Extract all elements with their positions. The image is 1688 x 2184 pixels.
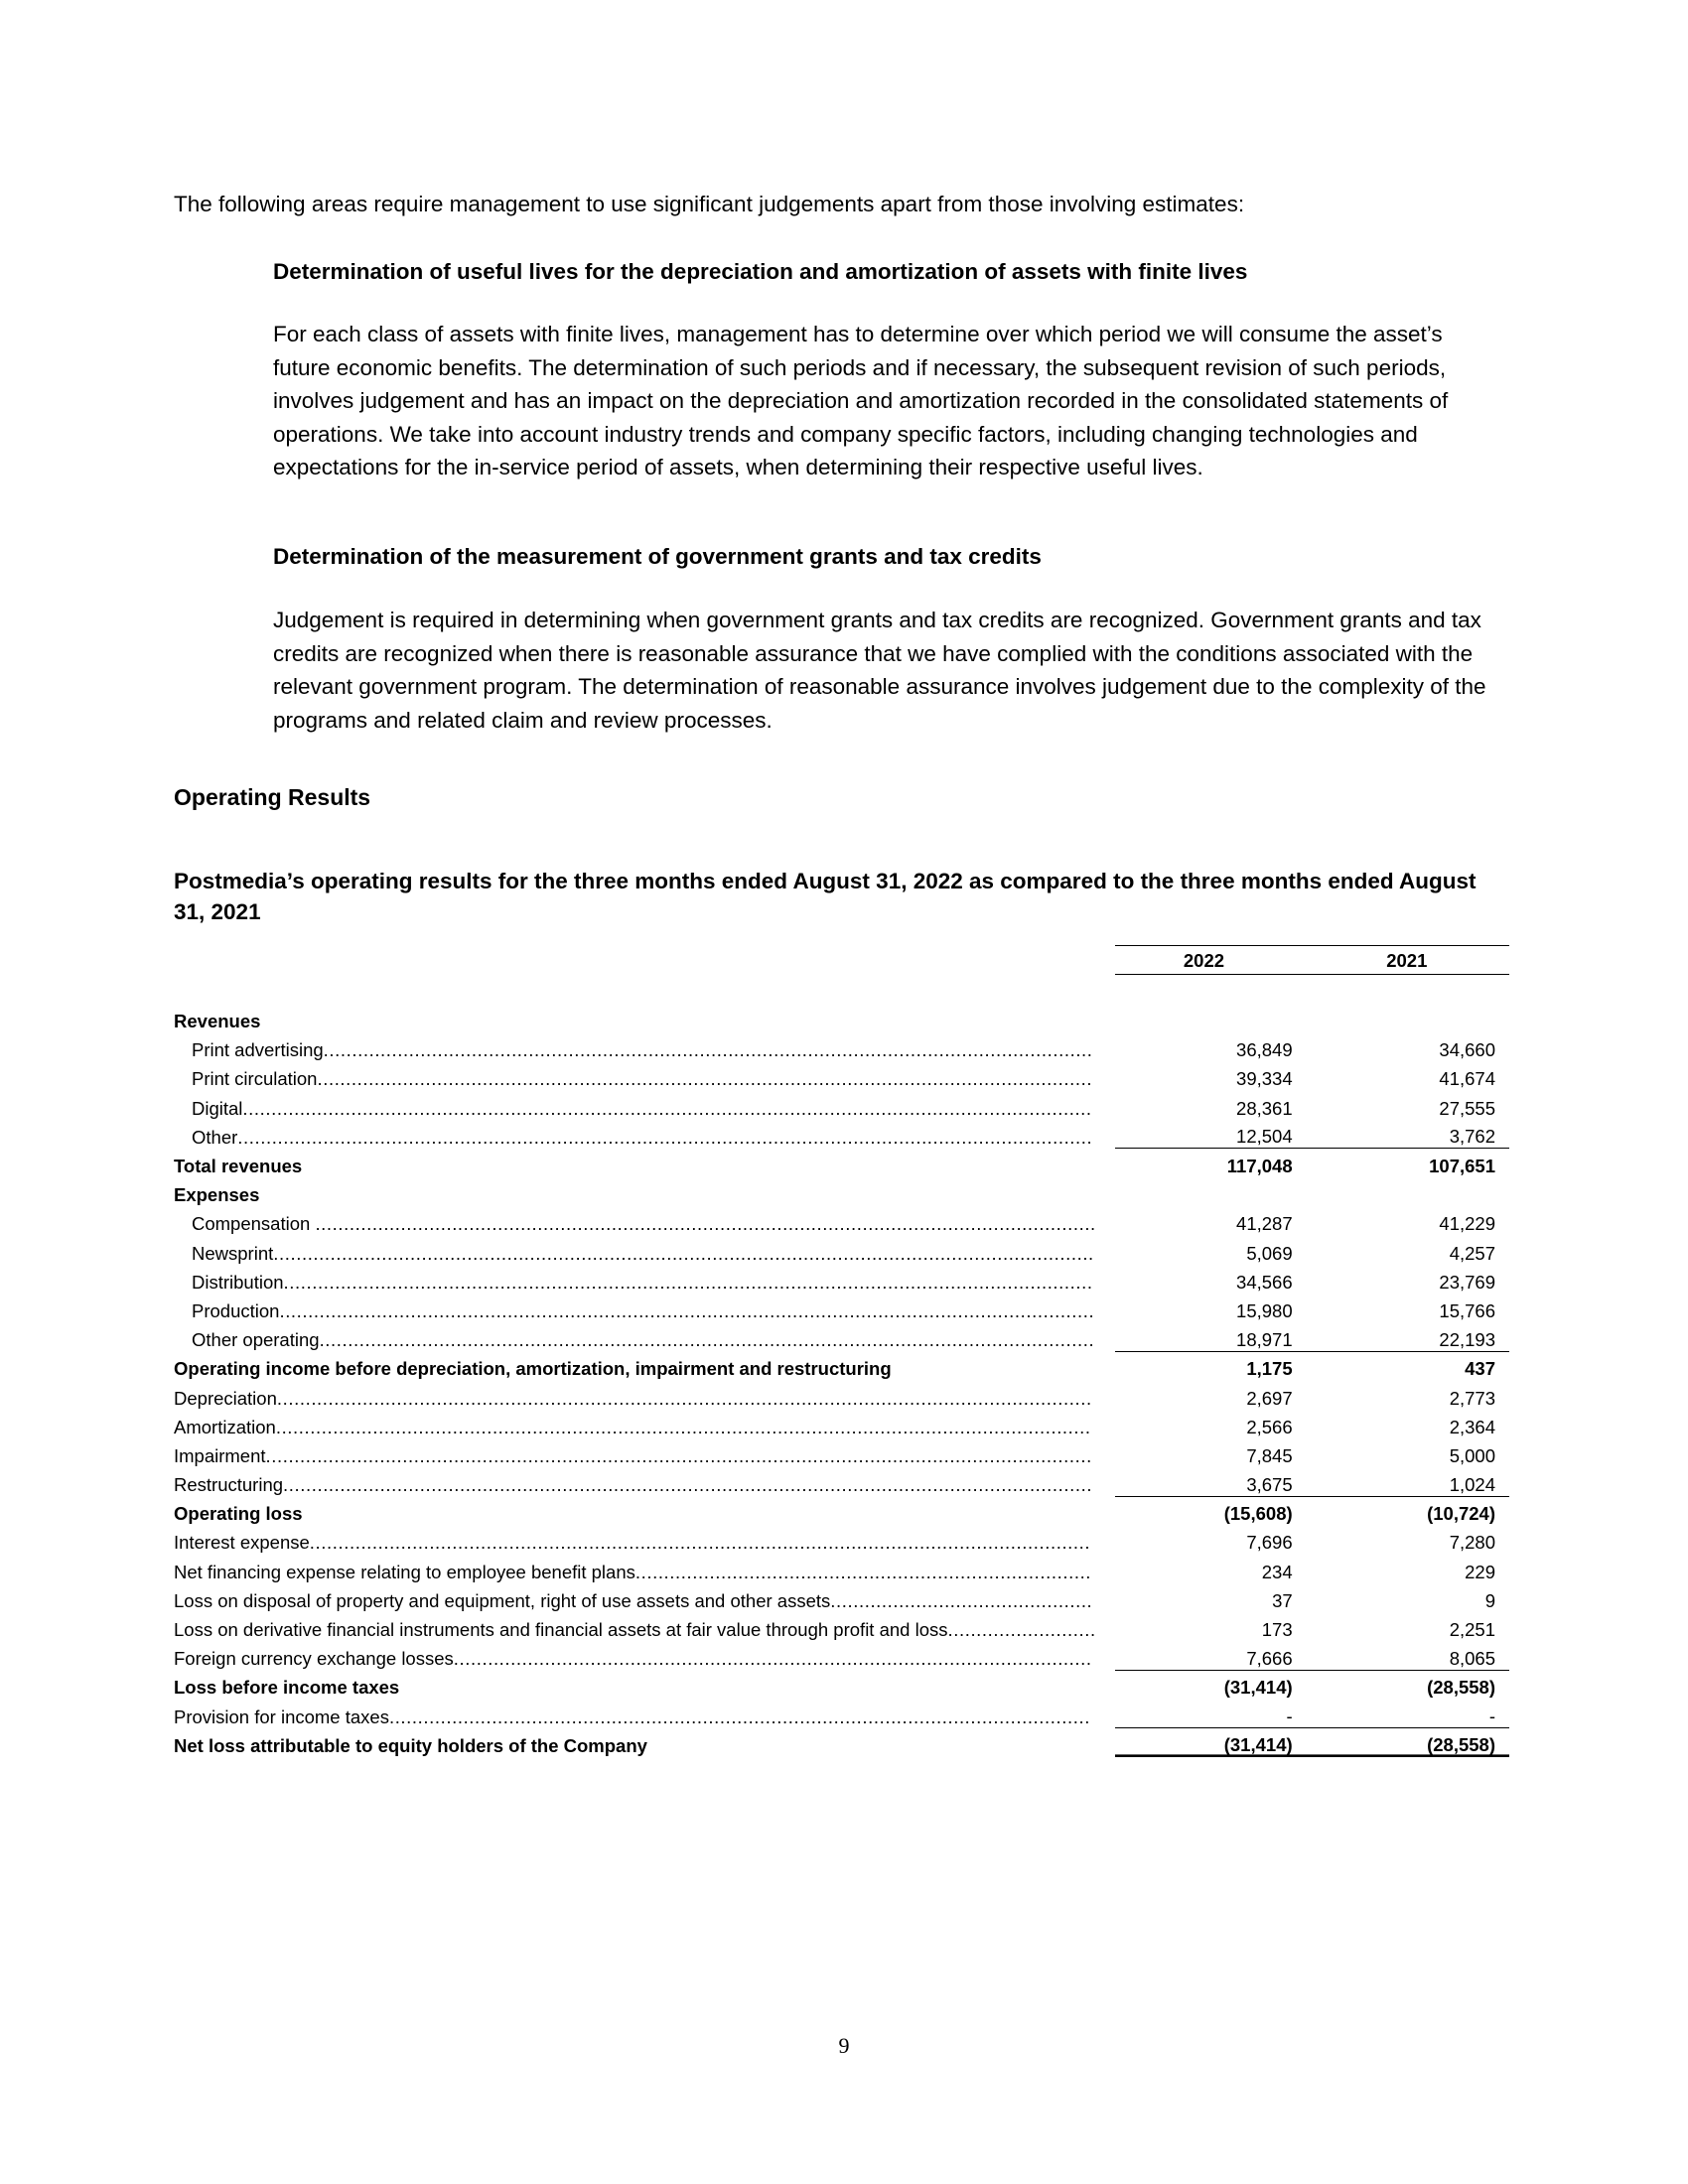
value-2021: 3,762 (1449, 1126, 1495, 1148)
value-2022: 234 (1261, 1561, 1293, 1582)
row-label-text: Production (192, 1299, 280, 1321)
row-label (174, 1032, 1115, 1061)
row-label-text: Total revenues (174, 1156, 303, 1176)
row-label-text: Loss before income taxes (174, 1677, 400, 1699)
row-label-text: Impairment (174, 1444, 266, 1466)
value-2022: 12,504 (1236, 1126, 1293, 1148)
table-row (174, 1380, 1509, 1409)
value-2021: 7,280 (1449, 1532, 1495, 1554)
value-2021: 27,555 (1439, 1097, 1495, 1119)
leader-dots: ............................................................................................................................................... (275, 1416, 1091, 1437)
table-row (174, 1612, 1509, 1641)
value-2021: (28,558) (1319, 1728, 1509, 1757)
leader-dots: .......................... (947, 1619, 1096, 1640)
table-row (174, 1410, 1509, 1438)
row-label (174, 1206, 1115, 1235)
leader-dots: ................................................................................ (634, 1561, 1092, 1582)
paragraph-text: Judgement is required in determining when government grants and tax credits are recognized. Government grants and tax credits are recognized when there is reasonable assurance that we have complied with the conditions associated with the relevant government program. The determination of reasonable assurance involves judgement due to the complexity of the programs and related claim and review processes. (273, 608, 1486, 733)
row-label (174, 1641, 1115, 1670)
row-label (174, 1061, 1115, 1090)
table-row (174, 1120, 1509, 1149)
section-heading-operating-results: Operating Results (174, 784, 371, 810)
row-label-text: Compensation (192, 1213, 316, 1235)
leader-dots: ........................................................................................................................... (388, 1706, 1090, 1727)
row-label (174, 1235, 1115, 1264)
row-label-text: Newsprint (192, 1242, 274, 1264)
leader-dots: ................................................................................................................................................ (273, 1242, 1094, 1264)
leader-dots: ....................................................................................................................................... (323, 1039, 1093, 1061)
value-2021: 34,660 (1439, 1039, 1495, 1061)
value-2021: 107,651 (1319, 1149, 1509, 1177)
value-2022: 15,980 (1236, 1299, 1293, 1321)
leader-dots: ..................................................................................................................................................... (242, 1097, 1092, 1119)
subsection-body-useful-lives (273, 318, 1504, 484)
leader-dots: ........................................................................................................................................ (317, 1068, 1093, 1090)
value-2021 (1319, 1004, 1509, 1032)
intro-paragraph: The following areas require management to use significant judgements apart from those involving estimates: (174, 192, 1245, 216)
leader-dots: ............................................................................................................................................... (276, 1387, 1092, 1409)
table-header-row (174, 946, 1509, 975)
row-label (174, 1496, 1115, 1525)
value-2021: 1,024 (1449, 1473, 1495, 1495)
row-label (174, 1728, 1115, 1757)
table-row (174, 1699, 1509, 1727)
row-label-text: Digital (192, 1097, 243, 1119)
row-label-text: Loss on derivative financial instruments and financial assets at fair value through profit and loss (174, 1619, 948, 1640)
table-row (174, 1032, 1509, 1061)
value-2022: 36,849 (1236, 1039, 1293, 1061)
table-row (174, 1728, 1509, 1757)
row-label-text: Print advertising (192, 1039, 324, 1061)
table-row (174, 1641, 1509, 1670)
table-row (174, 1235, 1509, 1264)
value-2022: 7,845 (1246, 1444, 1293, 1466)
row-label (174, 1120, 1115, 1149)
table-row (174, 1061, 1509, 1090)
table-row (174, 1525, 1509, 1554)
table-row (174, 1090, 1509, 1119)
leader-dots: ........................................................................................................................................ (319, 1329, 1095, 1351)
table-row (174, 1496, 1509, 1525)
value-2021: 41,229 (1439, 1213, 1495, 1235)
table-title: Postmedia’s operating results for the three months ended August 31, 2022 as compared to the three months ended August 31, 2021 (174, 869, 1477, 924)
row-label (174, 1438, 1115, 1467)
value-2022: 28,361 (1236, 1097, 1293, 1119)
table-row (174, 1265, 1509, 1294)
row-label (174, 1554, 1115, 1582)
column-header-2021: 2021 (1319, 946, 1509, 975)
value-2022 (1115, 1004, 1318, 1032)
value-2021 (1319, 1177, 1509, 1206)
leader-dots: .............................................................................................................................................. (283, 1474, 1093, 1496)
value-2022: 39,334 (1236, 1068, 1293, 1090)
table-header-label-cell (174, 946, 1115, 975)
row-label (174, 1583, 1115, 1612)
table-row (174, 1467, 1509, 1496)
value-2022: 41,287 (1236, 1213, 1293, 1235)
value-2022: 7,696 (1246, 1532, 1293, 1554)
value-2021: 9 (1484, 1589, 1495, 1611)
subsection-body-government-grants (273, 604, 1504, 737)
row-label-text: Operating income before depreciation, amortization, impairment and restructuring (174, 1358, 892, 1380)
value-2021: 5,000 (1449, 1444, 1495, 1466)
table-row (174, 1351, 1509, 1380)
table-row (174, 1004, 1509, 1032)
row-label (174, 1265, 1115, 1294)
value-2022: 2,566 (1246, 1416, 1293, 1437)
value-2022: 37 (1272, 1589, 1293, 1611)
value-2021: 8,065 (1449, 1647, 1495, 1669)
row-label-text: Interest expense (174, 1532, 310, 1554)
row-label (174, 1322, 1115, 1351)
row-label-text: Depreciation (174, 1387, 277, 1409)
value-2021: 41,674 (1439, 1068, 1495, 1090)
value-2022: - (1286, 1706, 1293, 1727)
row-label-text: Revenues (174, 1011, 261, 1032)
row-label (174, 1467, 1115, 1496)
row-label (174, 1612, 1115, 1641)
row-label-text: Provision for income taxes (174, 1706, 389, 1727)
value-2021: 2,251 (1449, 1619, 1495, 1640)
leader-dots: ...................................................................................................................................................... (237, 1126, 1093, 1148)
value-2021: (10,724) (1319, 1496, 1509, 1525)
value-2021: (28,558) (1319, 1670, 1509, 1699)
value-2021: 22,193 (1439, 1328, 1495, 1350)
value-2021: - (1488, 1706, 1495, 1727)
value-2022: 1,175 (1115, 1351, 1318, 1380)
value-2022: (31,414) (1115, 1728, 1318, 1757)
row-label-text: Expenses (174, 1184, 260, 1206)
column-header-2022: 2022 (1115, 946, 1318, 975)
operating-results-table (174, 945, 1509, 1757)
row-label (174, 1149, 1115, 1177)
table-row (174, 1294, 1509, 1322)
value-2021: 437 (1319, 1351, 1509, 1380)
table-row (174, 1670, 1509, 1699)
row-label-text: Other operating (192, 1329, 320, 1351)
row-label (174, 1004, 1115, 1032)
table-row (174, 1554, 1509, 1582)
leader-dots: .............................................. (830, 1589, 1093, 1611)
value-2021: 229 (1465, 1561, 1495, 1582)
row-label-text: Other (192, 1126, 238, 1148)
value-2022: 34,566 (1236, 1271, 1293, 1293)
leader-dots: ................................................................................................................................................. (265, 1444, 1092, 1466)
value-2022: (31,414) (1115, 1670, 1318, 1699)
table-row (174, 1438, 1509, 1467)
table-row (174, 1206, 1509, 1235)
row-label-text: Foreign currency exchange losses (174, 1648, 454, 1670)
value-2022: 173 (1261, 1619, 1293, 1640)
row-label-text: Net loss attributable to equity holders of the Company (174, 1734, 647, 1756)
row-label (174, 1177, 1115, 1206)
row-label-text: Operating loss (174, 1503, 303, 1525)
row-label (174, 1380, 1115, 1409)
value-2021: 4,257 (1449, 1242, 1495, 1264)
leader-dots: ............................................................................................................................................... (279, 1299, 1095, 1321)
row-label-text: Net financing expense relating to employee benefit plans (174, 1561, 635, 1582)
value-2021: 2,773 (1449, 1387, 1495, 1409)
value-2021: 23,769 (1439, 1271, 1495, 1293)
table-header-spacer (174, 975, 1509, 1004)
row-label (174, 1294, 1115, 1322)
row-label (174, 1699, 1115, 1727)
leader-dots: ......................................................................................................................................... (309, 1532, 1091, 1554)
row-label (174, 1090, 1115, 1119)
row-label-text: Restructuring (174, 1474, 284, 1496)
row-label (174, 1670, 1115, 1699)
row-label (174, 1351, 1115, 1380)
table-row (174, 1149, 1509, 1177)
subsection-heading-useful-lives: Determination of useful lives for the depreciation and amortization of assets with finite lives (273, 259, 1248, 284)
value-2022: 5,069 (1246, 1242, 1293, 1264)
table-row (174, 1583, 1509, 1612)
value-2022: 2,697 (1246, 1387, 1293, 1409)
value-2022: 18,971 (1236, 1328, 1293, 1350)
subsection-heading-government-grants: Determination of the measurement of government grants and tax credits (273, 544, 1042, 569)
value-2022 (1115, 1177, 1318, 1206)
row-label-text: Amortization (174, 1416, 276, 1437)
paragraph-text: For each class of assets with finite lives, management has to determine over which period we will consume the asset’s future economic benefits. The determination of such periods and if necessary, the subsequent revision of such periods, involves judgement and has an impact on the depreciation and amortization recorded in the consolidated statements of operations. We take into account industry trends and company specific factors, including changing technologies and expectations for the in-service period of assets, when determining their respective useful lives. (273, 322, 1449, 479)
value-2022: 3,675 (1246, 1473, 1293, 1495)
value-2021: 2,364 (1449, 1416, 1495, 1437)
row-label (174, 1525, 1115, 1554)
table-row (174, 1322, 1509, 1351)
leader-dots: ................................................................................................................ (453, 1648, 1092, 1670)
leader-dots: ......................................................................................................................................... (315, 1213, 1096, 1235)
value-2022: 7,666 (1246, 1647, 1293, 1669)
row-label-text: Print circulation (192, 1068, 318, 1090)
row-label (174, 1410, 1115, 1438)
leader-dots: .............................................................................................................................................. (283, 1271, 1093, 1293)
row-label-text: Loss on disposal of property and equipment, right of use assets and other assets (174, 1589, 831, 1611)
table-row (174, 1177, 1509, 1206)
page-number: 9 (838, 2033, 850, 2058)
value-2022: (15,608) (1115, 1496, 1318, 1525)
row-label-text: Distribution (192, 1271, 284, 1293)
value-2022: 117,048 (1115, 1149, 1318, 1177)
value-2021: 15,766 (1439, 1299, 1495, 1321)
